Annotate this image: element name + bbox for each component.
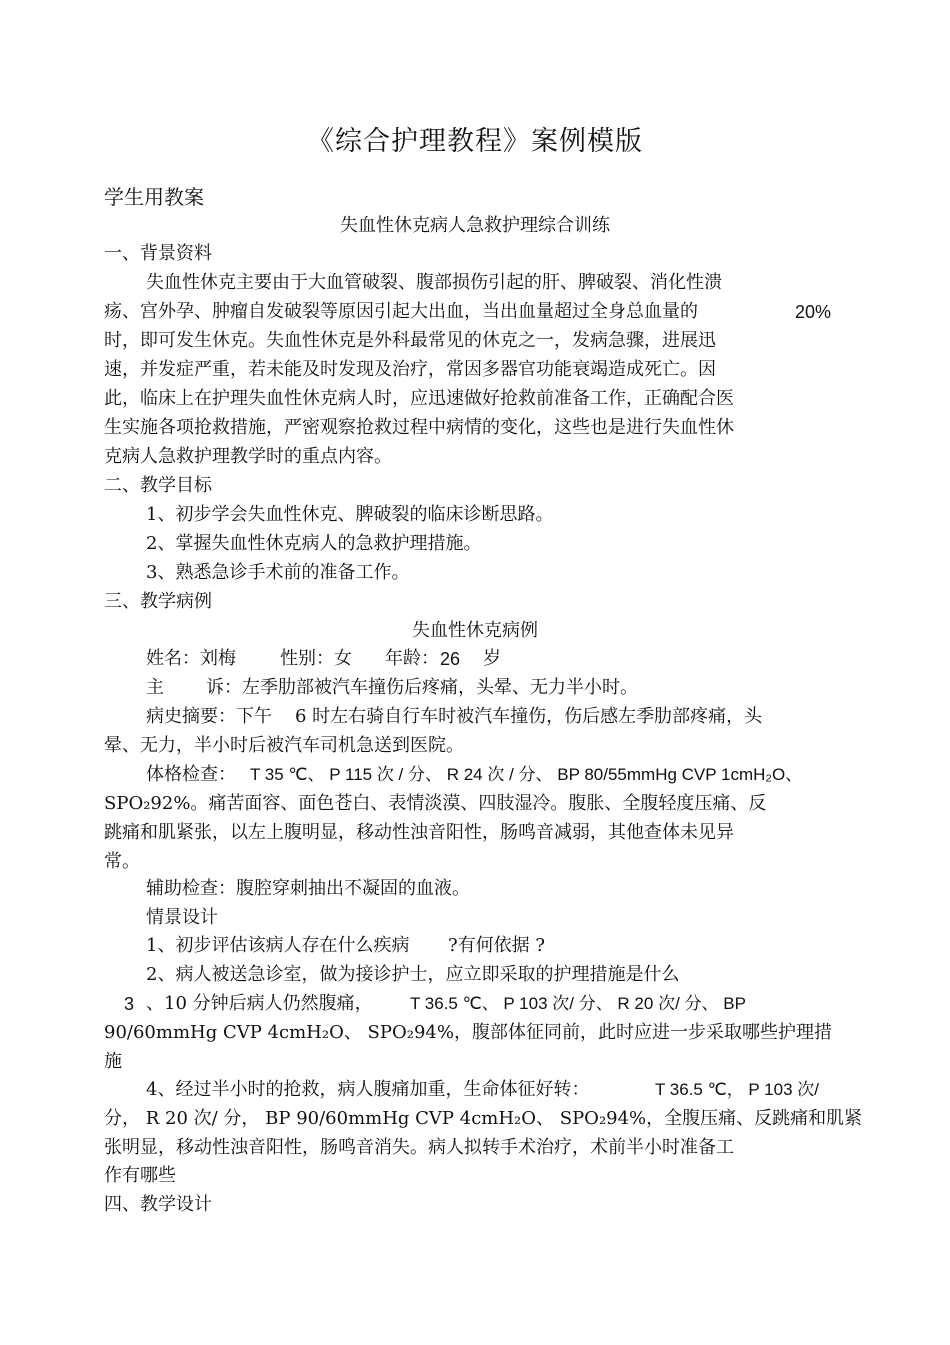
question-3-number: 3 — [124, 994, 135, 1014]
question-1-tail: ?有何依据 ? — [448, 935, 546, 956]
question-4-text: 张明显，移动性浊音阳性，肠鸣音消失。病人拟转手术治疗，术前半小时准备工 — [104, 1137, 734, 1158]
exam-text: SPO₂92%。痛苦面容、面色苍白、表情淡漠、四肢湿冷。腹胀、全腹轻度压痛、反 — [104, 793, 767, 814]
paragraph-line: 此，临床上在护理失血性休克病人时，应迅速做好抢救前准备工作，正确配合医 — [104, 388, 734, 409]
paragraph-line: 生实施各项抢救措施，严密观察抢救过程中病情的变化，这些也是进行失血性休 — [104, 417, 734, 438]
history-text: 晕、无力，半小时后被汽车司机急送到医院。 — [104, 735, 464, 756]
question-3-text: 90/60mmHg CVP 4cmH₂O、 SPO₂94%，腹部体征同前，此时应进一步采取哪些护理措 — [104, 1022, 832, 1043]
patient-age-value: 26 — [440, 649, 461, 669]
question-4-text: 分， R 20 次/ 分， BP 90/60mmHg CVP 4cmH₂O、 SPO₂94%，全腹压痛、反跳痛和肌紧 — [104, 1108, 863, 1129]
exam-label: 体格检查： — [146, 764, 236, 785]
patient-age-label: 年龄： — [385, 648, 439, 669]
question-2: 2、病人被送急诊室，做为接诊护士，应立即采取的护理措施是什么 — [146, 964, 680, 985]
question-1: 1、初步评估该病人存在什么疾病 — [146, 935, 410, 956]
paragraph-line: 疡、宫外孕、肿瘤自发破裂等原因引起大出血，当出血量超过全身总血量的 — [104, 301, 698, 322]
history-label: 病史摘要：下午 — [146, 706, 272, 727]
course-heading: 失血性休克病人急救护理综合训练 — [340, 215, 610, 236]
section-heading-goals: 二、教学目标 — [104, 475, 212, 496]
section-heading-background: 一、背景资料 — [104, 243, 212, 264]
question-4-vitals: T 36.5 ℃， P 103 次/ — [655, 1080, 819, 1099]
question-4: 4、经过半小时的抢救，病人腹痛加重，生命体征好转： — [146, 1079, 590, 1100]
goal-item: 3、熟悉急诊手术前的准备工作。 — [146, 562, 410, 583]
vital-signs: T 35 ℃、 P 115 次 / 分、 R 24 次 / 分、 BP 80/55mmHg CVP 1cmH₂O、 — [250, 765, 803, 784]
percent-value: 20% — [795, 302, 832, 322]
question-3-text: 施 — [104, 1051, 122, 1072]
case-title: 失血性休克病例 — [412, 620, 538, 641]
section-heading-case: 三、教学病例 — [104, 591, 212, 612]
auxiliary-exam: 辅助检查：腹腔穿刺抽出不凝固的血液。 — [146, 878, 470, 899]
complaint-label: 主 — [146, 677, 164, 698]
patient-age-unit: 岁 — [483, 648, 501, 669]
question-4-text: 作有哪些 — [104, 1165, 176, 1186]
document-subtitle: 学生用教案 — [104, 185, 204, 209]
question-3-vitals: T 36.5 ℃、 P 103 次/ 分、 R 20 次/ 分、 BP — [410, 994, 746, 1013]
exam-text: 常。 — [104, 851, 140, 872]
document-title: 《综合护理教程》案例模版 — [307, 126, 643, 157]
history-text: 6 时左右骑自行车时被汽车撞伤，伤后感左季肋部疼痛，头 — [295, 706, 763, 727]
scenario-heading: 情景设计 — [146, 907, 218, 928]
goal-item: 1、初步学会失血性休克、脾破裂的临床诊断思路。 — [146, 504, 554, 525]
exam-text: 跳痛和肌紧张，以左上腹明显，移动性浊音阳性，肠鸣音减弱，其他查体未见异 — [104, 822, 734, 843]
paragraph-line: 失血性休克主要由于大血管破裂、腹部损伤引起的肝、脾破裂、消化性溃 — [146, 272, 722, 293]
patient-gender: 性别：女 — [280, 648, 352, 669]
goal-item: 2、掌握失血性休克病人的急救护理措施。 — [146, 533, 482, 554]
question-3: 、10 分钟后病人仍然腹痛， — [146, 993, 373, 1014]
section-heading-design: 四、教学设计 — [104, 1194, 212, 1215]
paragraph-line: 速，并发症严重，若未能及时发现及治疗，常因多器官功能衰竭造成死亡。因 — [104, 359, 716, 380]
paragraph-line: 克病人急救护理教学时的重点内容。 — [104, 446, 392, 467]
patient-name: 姓名：刘梅 — [146, 648, 236, 669]
paragraph-line: 时，即可发生休克。失血性休克是外科最常见的休克之一，发病急骤，进展迅 — [104, 330, 716, 351]
complaint-text: 诉：左季肋部被汽车撞伤后疼痛，头晕、无力半小时。 — [206, 677, 638, 698]
